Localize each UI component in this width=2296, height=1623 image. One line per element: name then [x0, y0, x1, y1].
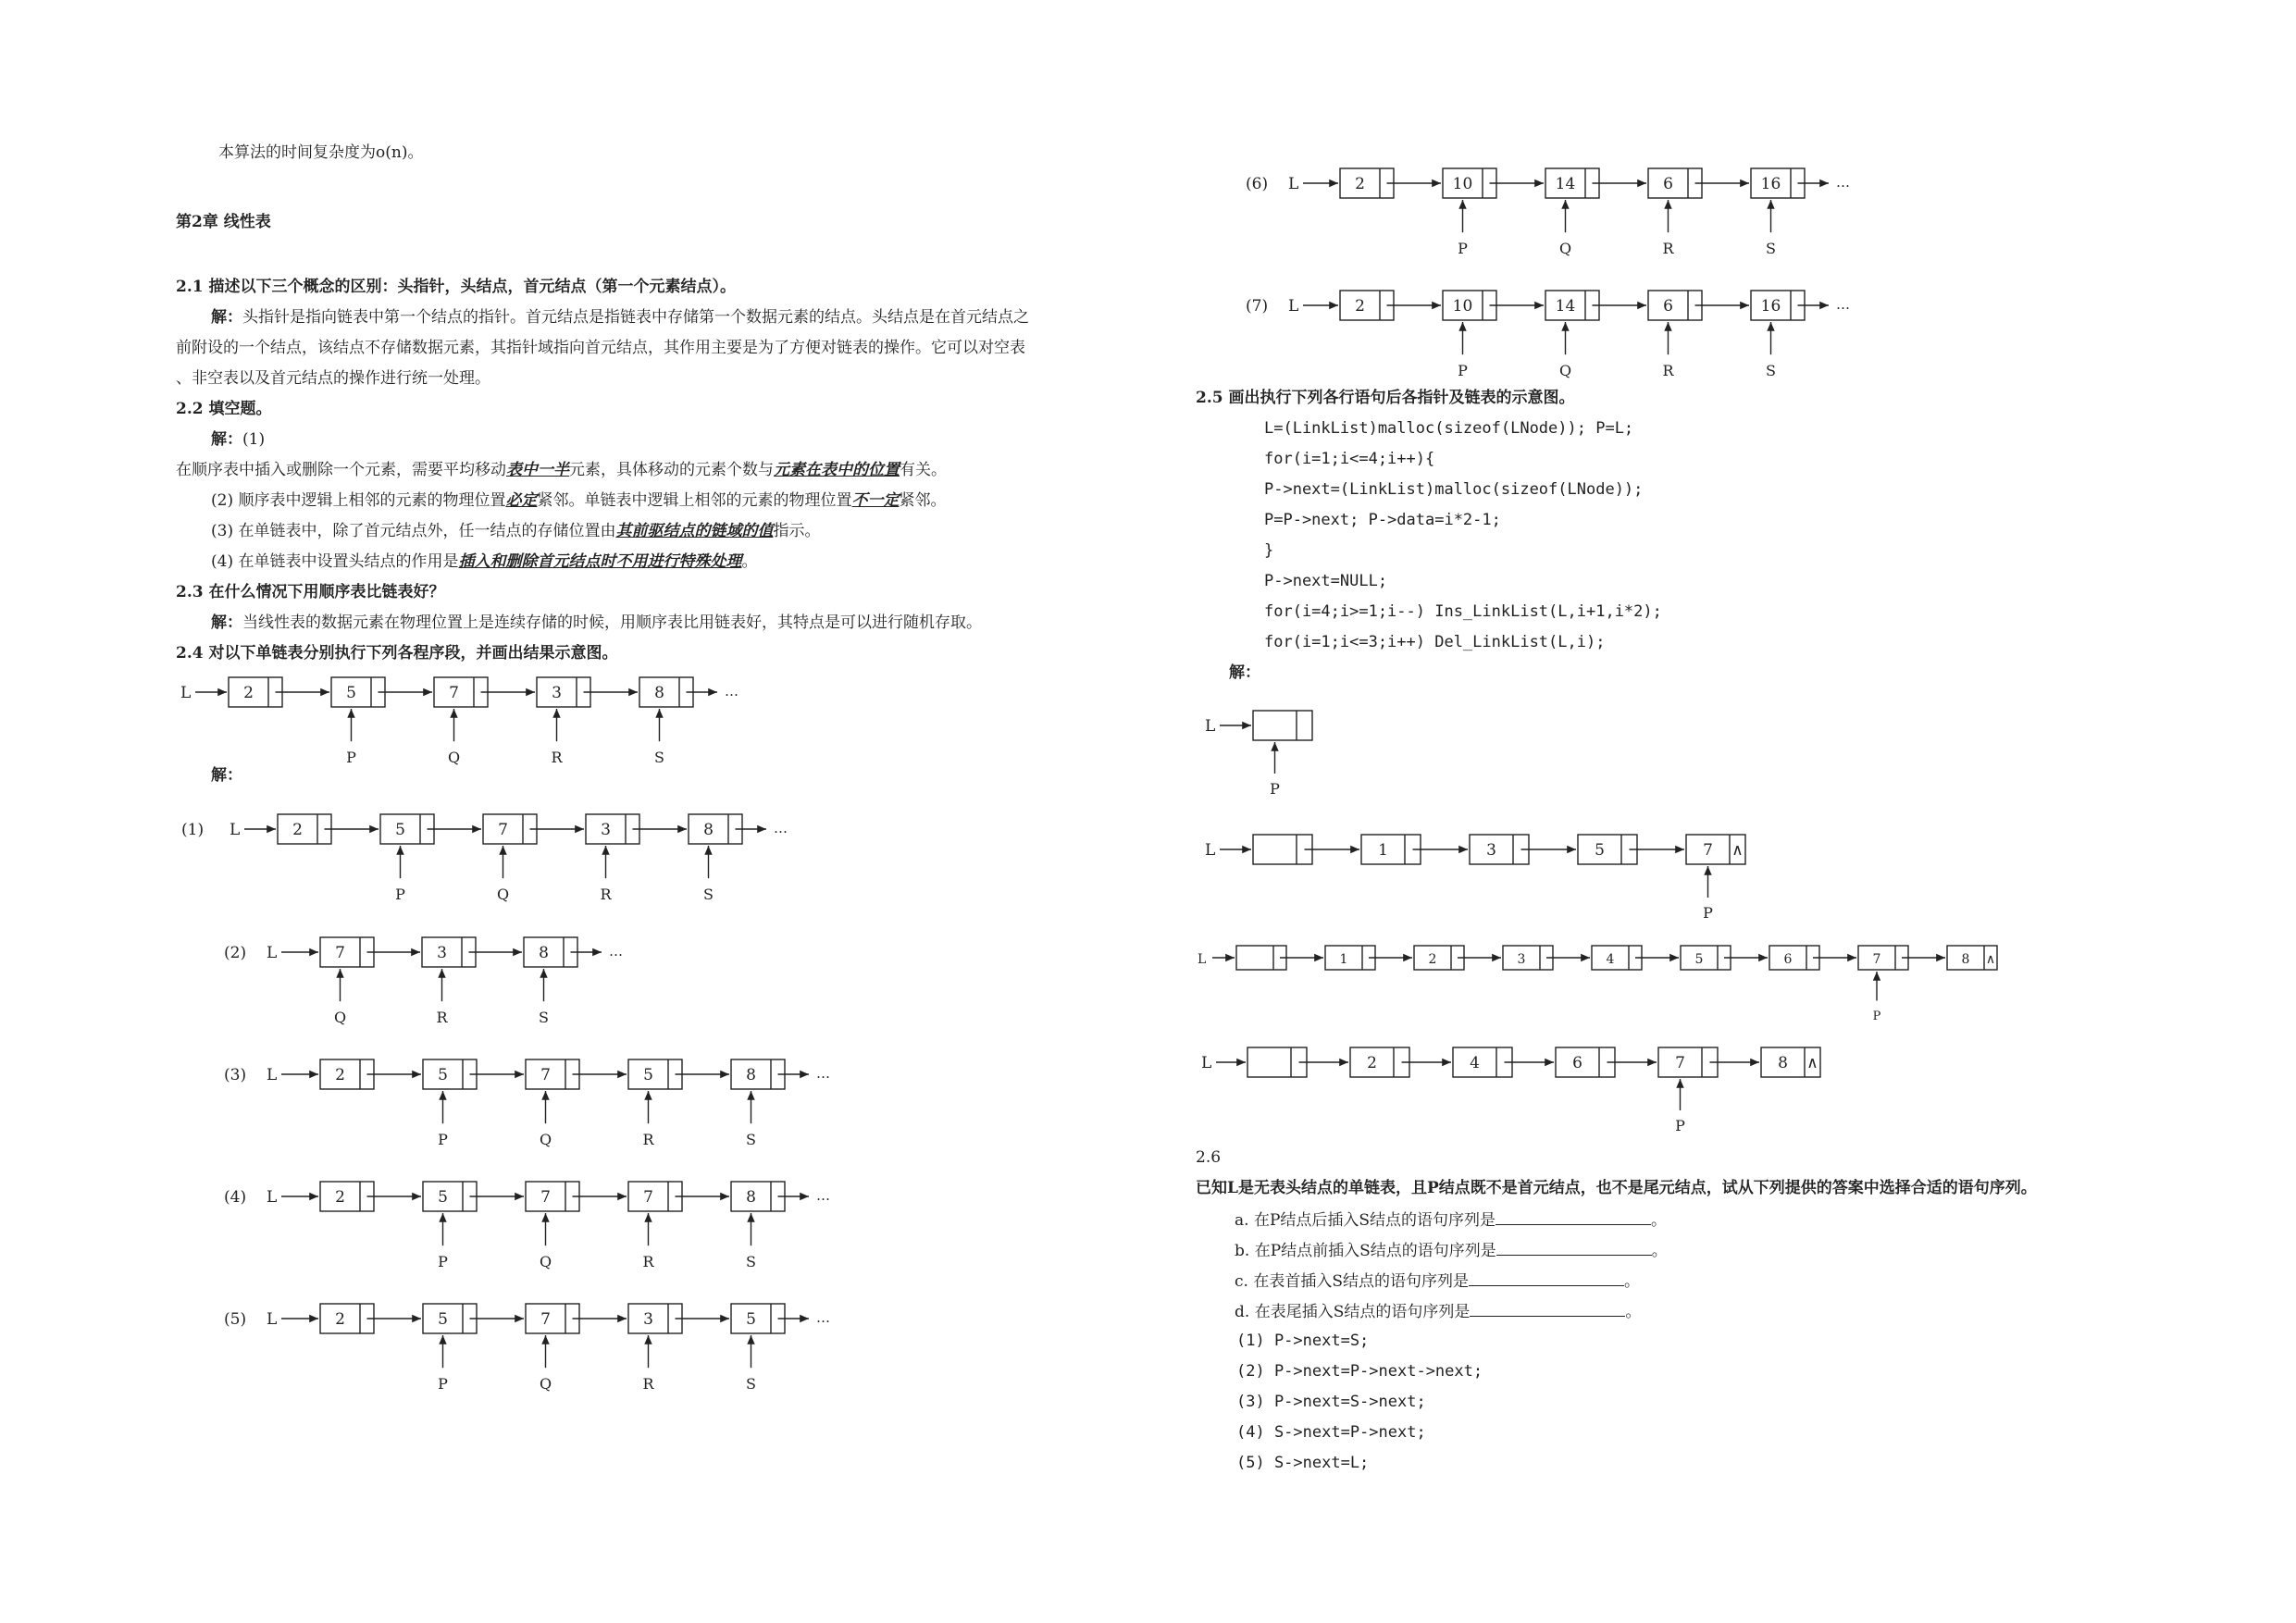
ellipsis: …: [816, 1065, 830, 1082]
node-value: 8: [746, 1066, 756, 1084]
node-value: 5: [395, 821, 405, 839]
list-node: [1453, 1047, 1554, 1077]
list-node: [1236, 946, 1323, 970]
node-box: [320, 1304, 374, 1333]
list-node: [731, 1304, 830, 1393]
node-box: [320, 1182, 374, 1211]
q23-answer: 解：当线性表的数据元素在物理位置上是连续存储的时候，用顺序表比用链表好，其特点是可以进行随机存取。: [211, 613, 982, 632]
node-value: 4: [1470, 1054, 1480, 1072]
node-value: 3: [552, 684, 562, 702]
pointer-label: Q: [1558, 362, 1572, 379]
node-box: [331, 677, 385, 707]
pointer-label: Q: [539, 1131, 552, 1148]
node-value: 1: [1339, 952, 1348, 967]
node-value: 7: [540, 1066, 551, 1084]
node-value: 8: [746, 1188, 756, 1207]
node-box: [524, 937, 577, 967]
q26-stem: 已知L是无表头结点的单链表，且P结点既不是首元结点，也不是尾元结点，试从下列提供的答案中选择合适的语句序列。: [1196, 1179, 2037, 1197]
head-pointer-label: L: [267, 944, 278, 962]
linked-list-diagram: [1199, 703, 1384, 796]
pointer-label: R: [551, 749, 563, 766]
node-box: [526, 1304, 579, 1333]
head-pointer-label: L: [1288, 175, 1299, 193]
node-box: [380, 814, 434, 844]
pointer-label: S: [654, 749, 664, 766]
node-value: 2: [1355, 297, 1365, 316]
q25-code-line: L=(LinkList)malloc(sizeof(LNode)); P=L;: [1264, 419, 1634, 438]
list-node: [483, 814, 584, 903]
node-box: [1253, 835, 1312, 864]
linked-list-diagram: [1198, 1040, 1864, 1133]
node-value: 8: [539, 944, 549, 962]
q26-option: (1) P->next=S;: [1236, 1332, 1370, 1350]
pointer-label: P: [438, 1375, 448, 1393]
linked-list-diagram: [218, 1172, 848, 1270]
node-box: [1340, 291, 1394, 320]
node-box: [731, 1304, 785, 1333]
node-value: 7: [643, 1188, 653, 1207]
node-box: [689, 814, 742, 844]
list-node: [1247, 1047, 1348, 1077]
node-value: 6: [1783, 952, 1793, 967]
head-pointer-label: L: [1205, 841, 1216, 860]
node-value: 2: [1355, 175, 1365, 193]
list-node: [278, 814, 379, 844]
answer-blank[interactable]: [1496, 1242, 1652, 1256]
node-value: 8: [654, 684, 664, 702]
node-value: 6: [1663, 175, 1673, 193]
linked-list-diagram: [218, 928, 644, 1026]
node-value: 8: [703, 821, 714, 839]
q25-code-line: P=P->next; P->data=i*2-1;: [1264, 511, 1501, 529]
q22-item2: (2) 顺序表中逻辑上相邻的元素的物理位置必定紧邻。单链表中逻辑上相邻的元素的物理位置不一定紧邻。: [211, 491, 947, 510]
list-node: [1556, 1047, 1657, 1077]
list-label: (3): [224, 1066, 247, 1084]
node-value: 7: [1872, 952, 1881, 967]
list-node: [1578, 835, 1684, 864]
list-label: (7): [1246, 297, 1269, 316]
list-node: [689, 814, 788, 903]
list-node: [1751, 291, 1850, 379]
pointer-label: P: [1458, 362, 1468, 379]
node-box: [1247, 1047, 1307, 1077]
q26-item-b: b. 在P结点前插入S结点的语句序列是 。: [1235, 1242, 1668, 1260]
ellipsis: …: [1836, 296, 1850, 313]
node-value: 5: [438, 1188, 448, 1207]
node-value: 16: [1760, 175, 1781, 193]
pointer-label: R: [600, 886, 612, 903]
linked-list-diagram: [167, 668, 759, 766]
node-box: [537, 677, 590, 707]
node-box: [1648, 291, 1702, 320]
list-node: [537, 677, 638, 766]
ellipsis: …: [609, 943, 623, 960]
q22-item1: 在顺序表中插入或删除一个元素，需要平均移动表中一半元素，具体移动的元素个数与元素在表中的位置有关。: [176, 461, 947, 479]
node-box: [526, 1059, 579, 1089]
pointer-label: Q: [1558, 240, 1572, 257]
list-label: (5): [224, 1310, 247, 1329]
node-box: [1578, 835, 1637, 864]
node-box: [628, 1304, 682, 1333]
chapter-title: 第2章 线性表: [176, 213, 271, 231]
node-value: 5: [438, 1310, 448, 1329]
node-value: 3: [643, 1310, 653, 1329]
node-box: [434, 677, 488, 707]
q25-code-line: }: [1264, 541, 1274, 560]
head-pointer-label: L: [267, 1188, 278, 1207]
list-node: [1592, 946, 1679, 970]
node-value: 2: [292, 821, 303, 839]
node-value: 10: [1452, 175, 1473, 193]
linked-list-diagram: [1240, 159, 1869, 257]
q21-answer-line3: 、非空表以及首元结点的操作进行统一处理。: [176, 369, 490, 388]
list-node: [526, 1182, 627, 1270]
pointer-label: S: [703, 886, 714, 903]
list-node: [423, 1304, 524, 1393]
list-node: [1503, 946, 1590, 970]
head-pointer-label: L: [230, 821, 241, 839]
q25-code-line: for(i=4;i>=1;i--) Ins_LinkList(L,i+1,i*2);: [1264, 602, 1662, 621]
pointer-label: Q: [447, 749, 461, 766]
ellipsis: …: [816, 1187, 830, 1204]
q26-item-c: c. 在表首插入S结点的语句序列是 。: [1235, 1272, 1640, 1291]
q24-answer-label: 解：: [211, 766, 242, 785]
node-box: [1658, 1047, 1718, 1077]
list-node: [1648, 168, 1749, 257]
list-node: [1361, 835, 1468, 864]
node-value: 5: [1595, 841, 1605, 860]
node-box: [483, 814, 537, 844]
node-value: 3: [437, 944, 447, 962]
list-node: [1414, 946, 1501, 970]
list-node: [628, 1304, 729, 1393]
node-box: [320, 937, 374, 967]
list-node: [1545, 168, 1646, 257]
pointer-label: R: [1662, 362, 1674, 379]
pointer-label: R: [1662, 240, 1674, 257]
list-node: [1681, 946, 1768, 970]
list-node: [1858, 946, 1945, 1023]
node-value: 7: [449, 684, 459, 702]
pointer-label: Q: [333, 1009, 347, 1026]
list-node: [524, 937, 623, 1026]
node-box: [1592, 946, 1642, 970]
head-pointer-label: L: [1198, 952, 1207, 967]
head-pointer-label: L: [1288, 297, 1299, 316]
node-box: [423, 1182, 477, 1211]
node-value: 6: [1663, 297, 1673, 316]
node-value: 7: [335, 944, 345, 962]
list-node: [422, 937, 522, 1026]
list-node: [1340, 168, 1441, 198]
ellipsis: …: [725, 683, 738, 700]
list-node: [1769, 946, 1856, 970]
node-value: 2: [335, 1066, 345, 1084]
node-box: [423, 1059, 477, 1089]
node-box: [1681, 946, 1731, 970]
list-node: [1443, 291, 1544, 379]
list-node: [731, 1182, 830, 1270]
list-node: [628, 1059, 729, 1148]
linked-list-diagram: [218, 1295, 848, 1393]
pointer-label: P: [346, 749, 356, 766]
list-node: [1470, 835, 1576, 864]
intro-text: 本算法的时间复杂度为o(n)。: [218, 143, 424, 162]
head-pointer-label: L: [180, 684, 192, 702]
list-node: [1686, 835, 1745, 922]
node-box: [1325, 946, 1375, 970]
pointer-label: S: [746, 1253, 756, 1270]
q23-question: 2.3 在什么情况下用顺序表比链表好？: [176, 583, 445, 601]
list-node: [526, 1059, 627, 1148]
q25-code-line: for(i=1;i<=4;i++){: [1264, 450, 1435, 468]
node-box: [229, 677, 282, 707]
node-value: 8: [1778, 1054, 1788, 1072]
node-value: 7: [540, 1188, 551, 1207]
answer-blank[interactable]: [1469, 1272, 1624, 1286]
node-box: [731, 1182, 785, 1211]
list-label: (2): [224, 944, 247, 962]
node-box: [1236, 946, 1286, 970]
ellipsis: …: [774, 820, 788, 836]
linked-list-diagram: [1199, 827, 1773, 920]
node-value: 2: [1367, 1054, 1377, 1072]
node-value: 16: [1760, 297, 1781, 316]
node-value: 8: [1961, 952, 1970, 967]
node-value: 2: [335, 1188, 345, 1207]
node-value: 5: [643, 1066, 653, 1084]
q22-item3: (3) 在单链表中，除了首元结点外，任一结点的存储位置由其前驱结点的链域的值指示。: [211, 522, 821, 540]
node-value: 7: [540, 1310, 551, 1329]
list-node: [229, 677, 329, 707]
head-pointer-label: L: [1201, 1054, 1212, 1072]
list-node: [331, 677, 432, 766]
node-value: 5: [1694, 952, 1704, 967]
list-node: [586, 814, 687, 903]
node-value: 2: [243, 684, 254, 702]
q22-question: 2.2 填空题。: [176, 400, 272, 418]
linked-list-diagram: [218, 1050, 848, 1148]
list-node: [320, 937, 420, 1026]
head-pointer-label: L: [1205, 717, 1216, 736]
list-node: [1325, 946, 1412, 970]
pointer-label: S: [1766, 362, 1776, 379]
list-node: [1253, 711, 1312, 798]
q26-option: (2) P->next=P->next->next;: [1236, 1362, 1483, 1381]
null-symbol: ∧: [1731, 841, 1744, 860]
node-box: [1648, 168, 1702, 198]
pointer-label: S: [746, 1131, 756, 1148]
linked-list-diagram: [1194, 938, 2027, 1031]
answer-blank[interactable]: [1496, 1211, 1651, 1225]
node-box: [1470, 835, 1529, 864]
pointer-label: Q: [539, 1253, 552, 1270]
pointer-label: P: [438, 1131, 448, 1148]
pointer-label: P: [438, 1253, 448, 1270]
list-label: (1): [181, 821, 205, 839]
list-node: [526, 1304, 627, 1393]
head-pointer-label: L: [267, 1066, 278, 1084]
list-node: [320, 1059, 421, 1089]
list-node: [731, 1059, 830, 1148]
node-value: 3: [1486, 841, 1496, 860]
pointer-label: P: [1458, 240, 1468, 257]
q22-item4: (4) 在单链表中设置头结点的作用是插入和删除首元结点时不用进行特殊处理。: [211, 552, 758, 571]
pointer-label: S: [539, 1009, 549, 1026]
ellipsis: …: [816, 1309, 830, 1326]
q25-code-line: P->next=(LinkList)malloc(sizeof(LNode));: [1264, 480, 1644, 499]
node-box: [423, 1304, 477, 1333]
node-box: [1340, 168, 1394, 198]
node-box: [628, 1059, 682, 1089]
q26-option: (4) S->next=P->next;: [1236, 1423, 1426, 1442]
node-box: [526, 1182, 579, 1211]
node-box: [1350, 1047, 1409, 1077]
node-value: 4: [1606, 952, 1615, 967]
list-node: [1947, 946, 1997, 970]
list-node: [628, 1182, 729, 1270]
null-symbol: ∧: [1985, 952, 1996, 967]
node-value: 7: [1675, 1054, 1685, 1072]
answer-blank[interactable]: [1470, 1303, 1625, 1317]
q24-question: 2.4 对以下单链表分别执行下列各程序段，并画出结果示意图。: [176, 644, 618, 663]
pointer-label: S: [1766, 240, 1776, 257]
list-node: [1751, 168, 1850, 257]
pointer-label: R: [642, 1131, 654, 1148]
pointer-label: S: [746, 1375, 756, 1393]
q21-question: 2.1 描述以下三个概念的区别：头指针，头结点，首元结点（第一个元素结点）。: [176, 278, 736, 296]
list-node: [320, 1182, 421, 1211]
q26-item-d: d. 在表尾插入S结点的语句序列是 。: [1235, 1303, 1642, 1321]
node-value: 6: [1572, 1054, 1582, 1072]
pointer-label: P: [1675, 1117, 1685, 1134]
node-box: [1453, 1047, 1512, 1077]
q25-question: 2.5 画出执行下列各行语句后各指针及链表的示意图。: [1196, 389, 1575, 407]
node-box: [1253, 711, 1312, 740]
node-value: 7: [1703, 841, 1713, 860]
node-box: [1414, 946, 1464, 970]
node-value: 2: [1428, 952, 1437, 967]
pointer-label: Q: [496, 886, 510, 903]
list-node: [1648, 291, 1749, 379]
node-box: [639, 677, 693, 707]
q26-option: (5) S->next=L;: [1236, 1454, 1370, 1472]
list-node: [380, 814, 481, 903]
node-value: 7: [498, 821, 508, 839]
list-node: [423, 1182, 524, 1270]
node-value: 10: [1452, 297, 1473, 316]
q22-answer-label: 解：(1): [211, 430, 266, 449]
node-value: 1: [1378, 841, 1388, 860]
q21-answer-line2: 前附设的一个结点，该结点不存储数据元素，其指针域指向首元结点，其作用主要是为了方便对链表的操作。它可以对空表: [176, 339, 1025, 357]
node-value: 3: [601, 821, 611, 839]
list-node: [639, 677, 738, 766]
linked-list-diagram: [1240, 281, 1869, 379]
node-box: [320, 1059, 374, 1089]
null-symbol: ∧: [1806, 1054, 1818, 1072]
node-box: [586, 814, 639, 844]
pointer-label: P: [1270, 780, 1280, 798]
pointer-label: P: [1872, 1010, 1881, 1023]
q25-code-line: for(i=1;i<=3;i++) Del_LinkList(L,i);: [1264, 633, 1606, 651]
node-box: [278, 814, 331, 844]
pointer-label: Q: [539, 1375, 552, 1393]
node-box: [731, 1059, 785, 1089]
node-box: [1556, 1047, 1615, 1077]
q25-answer-label: 解：: [1229, 663, 1260, 682]
list-node: [1253, 835, 1359, 864]
list-node: [1443, 168, 1544, 257]
q26-item-a: a. 在P结点后插入S结点的语句序列是 。: [1235, 1211, 1668, 1230]
q26-number: 2.6: [1196, 1148, 1222, 1167]
pointer-label: R: [642, 1375, 654, 1393]
list-node: [1340, 291, 1441, 320]
q25-code-line: P->next=NULL;: [1264, 572, 1388, 590]
list-node: [1350, 1047, 1451, 1077]
list-node: [1761, 1047, 1820, 1077]
q21-answer-line1: 解：头指针是指向链表中第一个结点的指针。首元结点是指链表中存储第一个数据元素的结点。头结点是在首元结点之: [211, 308, 1029, 327]
node-box: [628, 1182, 682, 1211]
node-box: [1769, 946, 1819, 970]
node-box: [1503, 946, 1553, 970]
list-node: [423, 1059, 524, 1148]
list-node: [1658, 1047, 1759, 1134]
node-value: 5: [438, 1066, 448, 1084]
node-box: [1858, 946, 1908, 970]
q26-option: (3) P->next=S->next;: [1236, 1393, 1426, 1411]
ellipsis: …: [1836, 174, 1850, 191]
node-value: 2: [335, 1310, 345, 1329]
node-value: 5: [346, 684, 356, 702]
list-label: (6): [1246, 175, 1269, 193]
pointer-label: R: [642, 1253, 654, 1270]
node-value: 5: [746, 1310, 756, 1329]
node-box: [1361, 835, 1421, 864]
linked-list-diagram: [176, 805, 824, 903]
node-value: 14: [1555, 297, 1576, 316]
pointer-label: R: [436, 1009, 448, 1026]
list-node: [434, 677, 535, 766]
list-node: [1545, 291, 1646, 379]
pointer-label: P: [1703, 904, 1713, 922]
node-box: [422, 937, 476, 967]
node-value: 14: [1555, 175, 1576, 193]
list-label: (4): [224, 1188, 247, 1207]
head-pointer-label: L: [267, 1310, 278, 1329]
node-value: 3: [1517, 952, 1526, 967]
pointer-label: P: [395, 886, 405, 903]
list-node: [320, 1304, 421, 1333]
